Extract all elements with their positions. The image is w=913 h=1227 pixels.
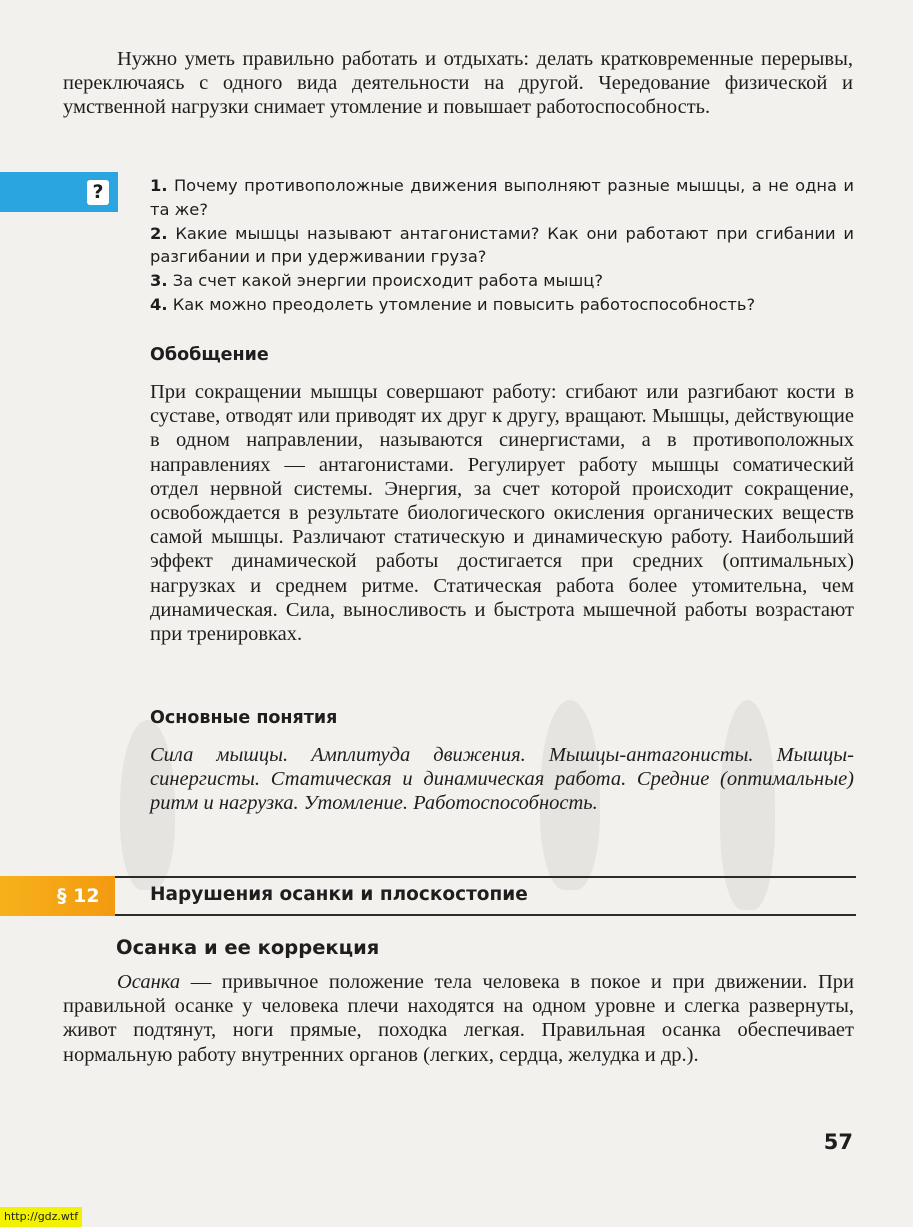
section-rule-top <box>115 876 856 878</box>
watermark-link[interactable]: http://gdz.wtf <box>0 1207 82 1227</box>
intro-paragraph: Нужно уметь правильно работать и отдыхать: делать кратковременные перерывы, переключаясь с одного вида деятельности на другой. Чередование физической и умственной нагрузки снимает утомление и повышает работоспособность. <box>63 48 853 119</box>
key-concepts-text: Сила мышцы. Амплитуда движения. Мышцы-антагонисты. Мышцы-синергисты. Статическая и динамическая работа. Средние (оптимальные) ритм и нагрузка. Утомление. Работоспособность. <box>150 744 854 815</box>
section-number: § 12 <box>57 885 100 907</box>
question-item: 3. За счет какой энергии происходит работа мышц? <box>150 271 604 291</box>
summary-heading: Обобщение <box>150 345 269 365</box>
section-rule-bottom <box>115 914 856 916</box>
summary-paragraph: При сокращении мышцы совершают работу: сгибают или разгибают кости в суставе, отводят или приводят их друг к другу, вращают. Мышцы, действующие в одном направлении, называются синергистами, а в противоположных направлениях — антагонистами. Регулирует работу мышцы соматический отдел нервной системы. Энергия, за счет которой происходит сокращение, освобождается в результате биологического окисления органических веществ самой мышцы. Различают статическую и динамическую работу. Наибольший эффект динамической работы достигается при средних (оптимальных) нагрузках и среднем ритме. Статическая работа более утомительна, чем динамическая. Сила, выносливость и быстрота мышечной работы возрастают при тренировках. <box>150 381 854 646</box>
question-mark-icon: ? <box>87 180 109 205</box>
posture-paragraph <box>63 970 854 1067</box>
posture-term: Осанка <box>117 971 181 993</box>
question-item: 4. Как можно преодолеть утомление и повысить работоспособность? <box>150 294 756 314</box>
page-number: 57 <box>823 1130 853 1154</box>
question-item: 2. Какие мышцы называют антагонистами? Как они работают при сгибании и разгибании и при удерживании груза? <box>150 223 854 267</box>
subsection-heading: Осанка и ее коррекция <box>116 936 380 959</box>
question-item: 1. Почему противоположные движения выполняют разные мышцы, а не одна и та же? <box>150 176 854 219</box>
section-title: Нарушения осанки и плоскостопие <box>150 884 528 905</box>
key-concepts-heading: Основные понятия <box>150 708 338 728</box>
review-questions <box>150 174 854 317</box>
posture-definition: — привычное положение тела человека в покое и при движении. При правильной осанке у человека плечи находятся на одном уровне и слегка развернуты, живот подтянут, ноги прямые, походка легкая. Правильная осанка обеспечивает нормальную работу внутренних органов (легких, сердца, желудка и др.). <box>63 971 854 1066</box>
